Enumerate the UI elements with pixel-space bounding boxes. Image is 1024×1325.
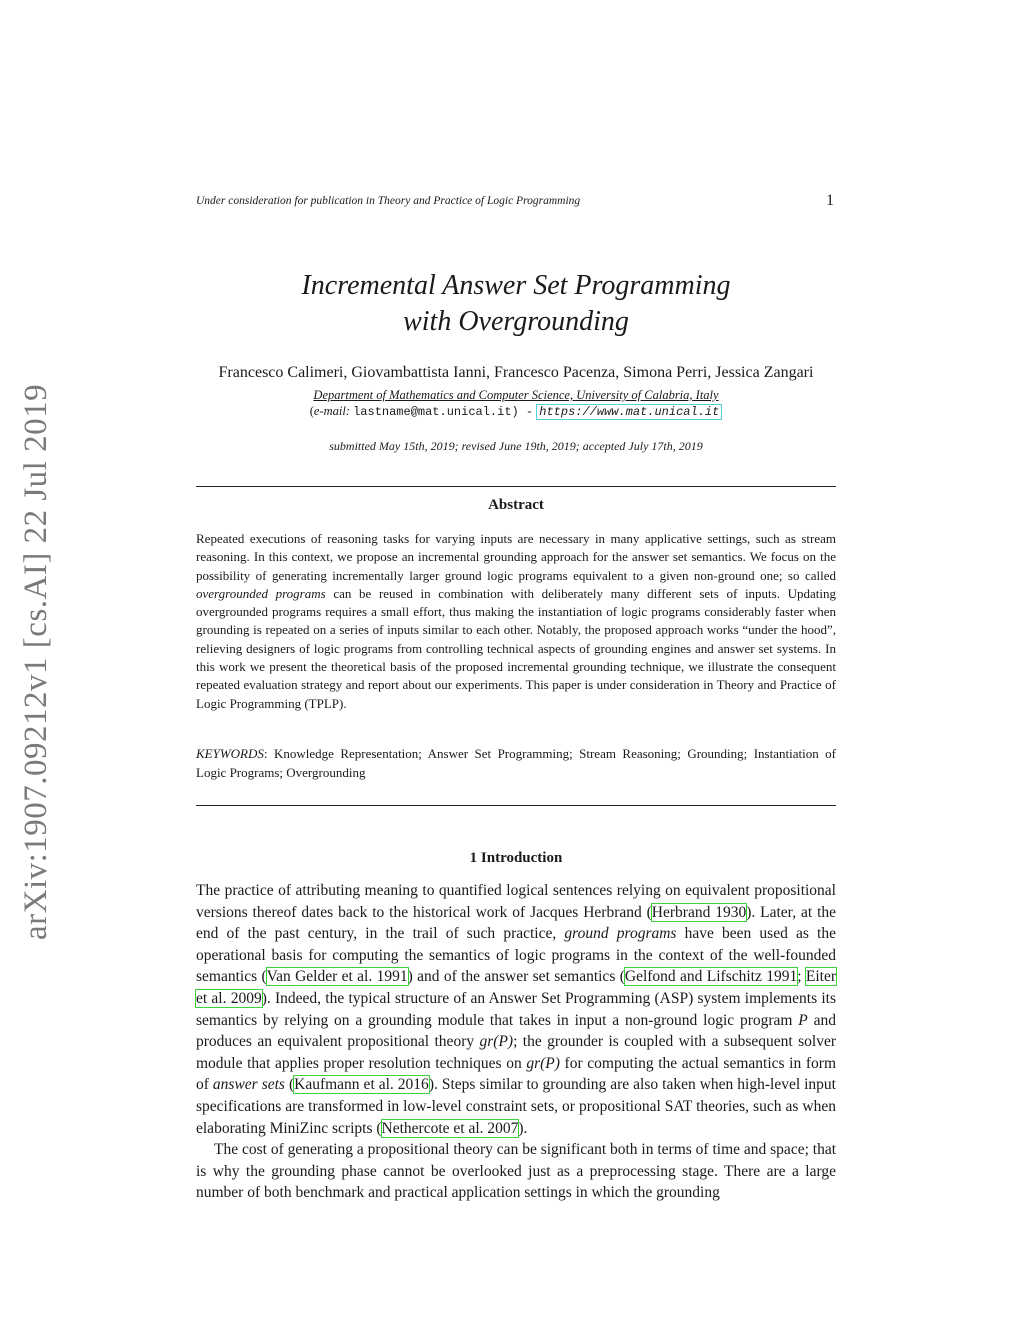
intro-emphasis: ground programs (564, 925, 677, 943)
math-grp: gr(P) (479, 1033, 514, 1051)
citation-gelfond-lifschitz-1991[interactable]: Gelfond and Lifschitz 1991 (624, 968, 798, 986)
citation-van-gelder-1991[interactable]: Van Gelder et al. 1991 (266, 968, 408, 986)
intro-text: for computing the actual semantics in form of (196, 1054, 837, 1094)
contact-line (196, 404, 836, 419)
submission-dates: submitted May 15th, 2019; revised June 19th, 2019; accepted July 17th, 2019 (329, 439, 703, 453)
abstract-emphasis: overgrounded programs (196, 585, 326, 601)
abstract-heading: Abstract (488, 497, 544, 513)
affiliation-text: Department of Mathematics and Computer Science, University of Calabria, Italy (313, 388, 719, 402)
citation-kaufmann-2016[interactable]: Kaufmann et al. 2016 (294, 1076, 429, 1094)
intro-text: ). (518, 1119, 528, 1137)
paper-title-line1: Incremental Answer Set Programming (301, 270, 731, 301)
abstract-body (196, 530, 836, 713)
intro-text: ; the grounder is coupled with a subsequent solver module that applies proper resolution techniques on (196, 1033, 836, 1072)
intro-text: and produces an equivalent propositional theory (196, 1011, 836, 1051)
email-label: e-mail: (313, 404, 350, 418)
email-open-paren: ( (309, 404, 314, 418)
intro-text: ; (797, 968, 806, 986)
introduction-body (196, 880, 836, 1204)
affiliation (196, 388, 836, 403)
arxiv-stamp: arXiv:1907.09212v1 [cs.AI] 22 Jul 2019 (18, 383, 54, 940)
paper-title-line2: with Overgrounding (403, 306, 629, 337)
intro-text: ). Indeed, the typical structure of an Answer Set Programming (ASP) system implements its semantics by relying on a grounding module that takes in input a non-ground logic program (196, 989, 837, 1029)
intro-text: The practice of attributing meaning to quantified logical sentences relying on equivalent propositional versions thereof dates back to the historical work of Jacques Herbrand ( (196, 882, 836, 921)
keywords-label: KEYWORDS (196, 746, 264, 761)
intro-text: ( (284, 1076, 295, 1094)
abstract-text-1: Repeated executions of reasoning tasks for varying inputs are necessary in many applicative settings, such as stream reasoning. In this context, we propose an incremental grounding approach for the answer set semantics. We focus on the possibility of generating incrementally larger ground logic programs equivalent to a given non-ground one; so called (196, 531, 836, 583)
intro-paragraph-1 (196, 880, 836, 1139)
section-heading-introduction: 1 Introduction (469, 850, 563, 866)
intro-text: have been used as the operational basis for computing the semantics of logic programs in the context of the well-founded semantics ( (196, 925, 836, 986)
abstract-top-rule (196, 486, 836, 487)
citation-eiter-2009[interactable]: Eiter et al. 2009 (196, 968, 836, 1007)
intro-paragraph-2: The cost of generating a propositional theory can be significant both in terms of time and space; that is why the grounding phase cannot be overlooked just as a preprocessing stage. There are a large number of both benchmark and practical application settings in which the grounding (196, 1141, 836, 1202)
citation-herbrand-1930[interactable]: Herbrand 1930 (651, 903, 747, 921)
keywords (196, 745, 836, 782)
abstract-bottom-rule (196, 805, 836, 806)
website-link[interactable]: https://www.mat.unical.it (536, 404, 722, 420)
running-header: Under consideration for publication in Theory and Practice of Logic Programming (196, 195, 581, 207)
math-program-p: P (798, 1011, 808, 1029)
intro-text: ) and of the answer set semantics ( (407, 968, 625, 986)
author-list: Francesco Calimeri, Giovambattista Ianni, Francesco Pacenza, Simona Perri, Jessica Zangari (218, 364, 814, 381)
intro-text: ). Steps similar to grounding are also taken when high-level input specifications are transformed in low-level constraint sets, or propositional SAT theories, such as when elaborating MiniZinc scripts ( (196, 1076, 836, 1137)
abstract-text-2: can be reused in combination with deliberately many different sets of inputs. Updating overgrounded programs requires a small effort, thus making the instantiation of logic programs considerably faster when grounding is repeated on a series of inputs similar to each other. Notably, the proposed approach works “under the hood”, relieving designers of logic programs from controlling technical aspects of grounding engines and answer set systems. In this work we present the theoretical basis of the proposed incremental grounding technique, we illustrate the consequent repeated evaluation strategy and report about our experiments. This paper is under consideration in Theory and Practice of Logic Programming (TPLP). (196, 585, 837, 711)
citation-nethercote-2007[interactable]: Nethercote et al. 2007 (381, 1119, 519, 1137)
intro-emphasis: answer sets (212, 1076, 285, 1094)
email-separator: ) - (511, 405, 534, 419)
page-number: 1 (826, 192, 834, 209)
intro-text: ). Later, at the end of the past century, in the trail of such practice, (196, 903, 836, 943)
keywords-text: : Knowledge Representation; Answer Set Programming; Stream Reasoning; Grounding; Instantiation of Logic Programs; Overgrounding (196, 746, 836, 780)
math-grp: gr(P) (526, 1054, 560, 1072)
email-address: lastname@mat.unical.it (353, 405, 512, 419)
